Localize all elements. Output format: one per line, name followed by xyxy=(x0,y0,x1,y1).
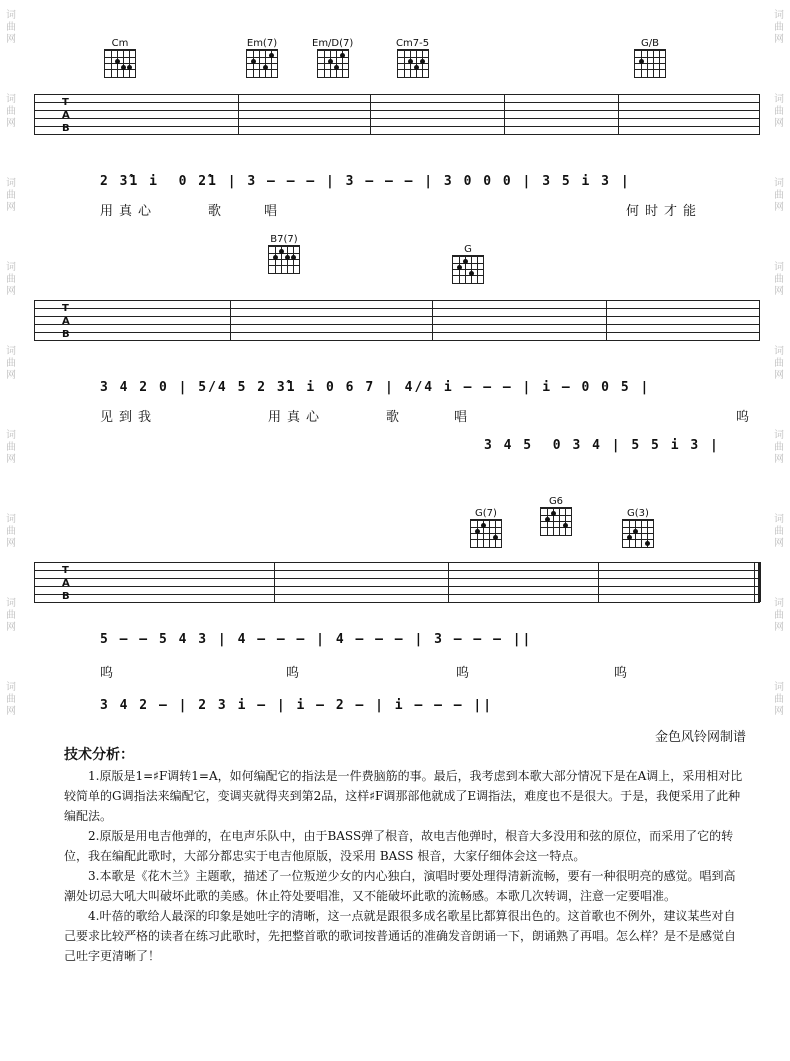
lyric: 唱 xyxy=(264,204,284,219)
lyric: 呜 xyxy=(100,666,120,681)
analysis-paragraph: 4.叶蓓的歌给人最深的印象是她吐字的清晰，这一点就是跟很多成名歌星比都算很出色的。这首歌也不例外，建议某些对自己要求比较严格的读者在练习此歌时，先把整首歌的歌词按普通话的准确发音朗诵一下，朗诵熟了再唱。怎么样？是不是感觉自己吐字更清晰了！ xyxy=(64,909,737,963)
watermark-text: 词曲网 xyxy=(6,682,16,717)
lyric: 呜 xyxy=(456,666,476,681)
lyric: 见到我 xyxy=(100,410,158,425)
chord-name: G/B xyxy=(641,38,659,49)
analysis-paragraph: 2.原版是用电吉他弹的，在电声乐队中，由于BASS弹了根音，故电吉他弹时，根音大多没用和弦的原位，而采用了它的转位，我在编配此歌时，大部分都忠实于电吉他原版，没采用 BASS 根音，大家仔细体会这一特点。 xyxy=(64,829,734,863)
watermark-text: 词曲网 xyxy=(774,598,784,633)
watermark-text: 词曲网 xyxy=(774,430,784,465)
watermark-text: 词曲网 xyxy=(6,346,16,381)
watermark-text: 词曲网 xyxy=(6,178,16,213)
numbered-notation: 3 4 2 0 | 5/4 5 2 3̂1 i 0 6 7 | 4/4 i — — — | i — 0 0 5 | xyxy=(100,380,651,395)
chord-name: B7(7) xyxy=(270,234,298,245)
chord-diagram xyxy=(470,508,502,548)
lyric: 唱 xyxy=(454,410,474,425)
numbered-notation-2: 3 4 2 — | 2 3 i — | i — 2 — | i — — — || xyxy=(100,698,494,713)
chord-grid xyxy=(452,255,484,284)
chord-diagram xyxy=(268,234,300,274)
watermark-text: 词曲网 xyxy=(774,682,784,717)
chord-grid xyxy=(634,49,666,78)
watermark-left xyxy=(4,10,18,766)
watermark-right xyxy=(772,10,786,766)
chord-diagram xyxy=(452,244,484,284)
analysis-heading: 技术分析： xyxy=(64,747,134,763)
chord-diagram xyxy=(634,38,666,78)
credit: 金色风铃网制谱 xyxy=(654,730,746,745)
chord-grid xyxy=(317,49,349,78)
chord-diagram xyxy=(312,38,353,78)
chord-diagram xyxy=(104,38,136,78)
chord-grid xyxy=(246,49,278,78)
chord-grid xyxy=(268,245,300,274)
lyric: 用真心 xyxy=(100,204,158,219)
chord-grid xyxy=(397,49,429,78)
watermark-text: 词曲网 xyxy=(6,262,16,297)
watermark-text: 词曲网 xyxy=(774,178,784,213)
lyric: 何时才能 xyxy=(626,204,703,219)
lyric: 呜 xyxy=(286,666,306,681)
analysis-paragraph: 1.原版是1=♯F调转1=A，如何编配它的指法是一件费脑筋的事。最后，我考虑到本歌大部分情况下是在A调上，采用相对比较简单的G调指法来编配它，变调夹就得夹到第2品，这样♯F调那部他就成了E调指法，难度也不是很大。于是，我便采用了此种编配法。 xyxy=(64,769,743,823)
analysis-paragraph: 3.本歌是《花木兰》主题歌，描述了一位叛逆少女的内心独白，演唱时要处理得清新流畅，要有一种很明亮的感觉。唱到高潮处切忌大吼大叫破坏此歌的美感。休止符处要唱准，又不能破坏此歌的流畅感。本歌几次转调，注意一定要唱准。 xyxy=(64,869,736,903)
tab-staff: T A B xyxy=(34,94,760,134)
tab-staff: T A B xyxy=(34,300,760,340)
watermark-text: 词曲网 xyxy=(6,598,16,633)
numbered-notation: 2 3̂1 i 0 2̂1 | 3 — — — | 3 — — — | 3 0 0 0 | 3 5 i 3 | xyxy=(100,174,631,189)
watermark-text: 词曲网 xyxy=(774,346,784,381)
watermark-text: 词曲网 xyxy=(6,94,16,129)
lyric: 歌 xyxy=(208,204,228,219)
lyric: 呜 xyxy=(614,666,634,681)
chord-name: G6 xyxy=(548,496,564,507)
chord-name: Em/D(7) xyxy=(312,38,354,49)
chord-name: Cm7-5 xyxy=(396,38,430,49)
analysis-body xyxy=(64,766,744,966)
lyric: 歌 xyxy=(386,410,406,425)
watermark-text: 词曲网 xyxy=(6,514,16,549)
lyric: 呜 xyxy=(736,410,756,425)
chord-name: G xyxy=(464,244,472,255)
chord-diagram xyxy=(540,496,572,536)
tab-staff: T A B xyxy=(34,562,760,602)
watermark-text: 词曲网 xyxy=(774,262,784,297)
chord-grid xyxy=(540,507,572,536)
numbered-notation: 5 — — 5 4 3 | 4 — — — | 4 — — — | 3 — — — || xyxy=(100,632,533,647)
chord-diagram xyxy=(396,38,429,78)
watermark-text: 词曲网 xyxy=(774,94,784,129)
watermark-text: 词曲网 xyxy=(6,10,16,45)
chord-diagram xyxy=(246,38,278,78)
chord-grid xyxy=(104,49,136,78)
chord-name: G(3) xyxy=(627,508,649,519)
chord-name: Cm xyxy=(111,38,129,49)
chord-diagram xyxy=(622,508,654,548)
chord-name: Em(7) xyxy=(246,38,278,49)
chord-grid xyxy=(622,519,654,548)
chord-name: G(7) xyxy=(475,508,497,519)
watermark-text: 词曲网 xyxy=(774,10,784,45)
numbered-notation-2: 3 4 5 0 3 4 | 5 5 i 3 | xyxy=(484,438,720,453)
watermark-text: 词曲网 xyxy=(6,430,16,465)
watermark-text: 词曲网 xyxy=(774,514,784,549)
chord-grid xyxy=(470,519,502,548)
lyric: 用真心 xyxy=(268,410,326,425)
